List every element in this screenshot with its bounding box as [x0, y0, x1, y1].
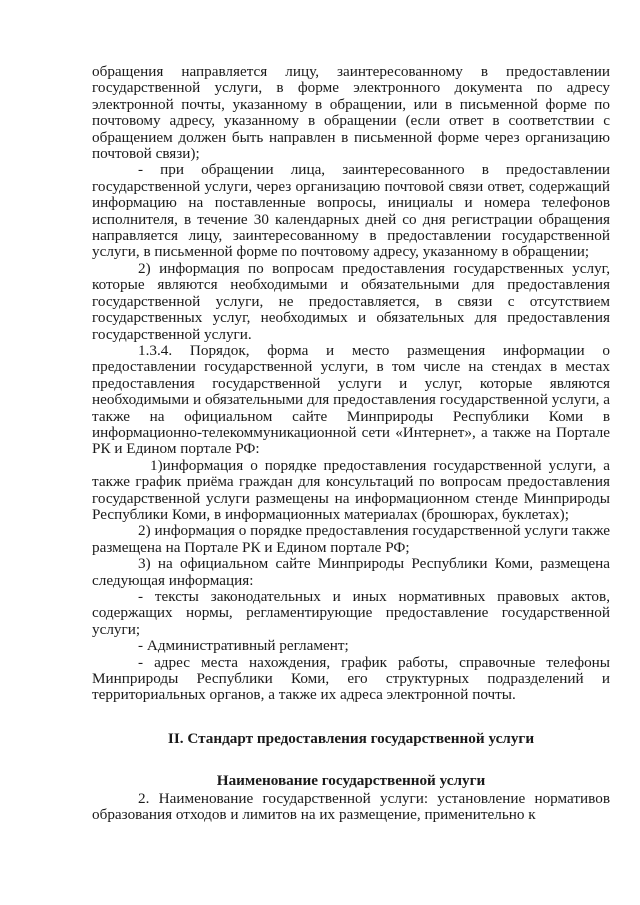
subsection-heading: Наименование государственной услуги: [216, 772, 486, 790]
paragraph-response-form: обращения направляется лицу, заинтересованному в предоставлении государственной услуги, в форме электронного документа по адресу электронной почты, указанному в обращении, или в письменной форме по почтовому адресу, указанному в обращении (если ответ в соответствии с обращением должен быть направлен в письменной форме через организацию почтовой связи);: [92, 63, 610, 163]
paragraph-service-name: 2. Наименование государственной услуги: установление нормативов образования отходов и лимитов на их размещение, применительно к: [92, 789, 610, 824]
document-page: [92, 64, 610, 823]
paragraph-official-site: 3) на официальном сайте Минприроды Республики Коми, размещена следующая информация:: [92, 555, 610, 589]
list-item-address-schedule: - адрес места нахождения, график работы, справочные телефоны Минприроды Республики Коми, его структурных подразделений и территориальных органов, а также их адреса электронной почты.: [92, 653, 610, 704]
paragraph-related-services-info: 2) информация по вопросам предоставления государственных услуг, которые являются необходимыми и обязательными для предоставления государственной услуги, не предоставляется, в связи с отсутствием государственных услуг, необходимых и обязательных для предоставления государственной услуги.: [92, 259, 610, 343]
paragraph-portal-info: 2) информация о порядке предоставления государственной услуги также размещена на Портале РК и Едином портале РФ;: [92, 522, 611, 556]
paragraph-postal-response: - при обращении лица, заинтересованного в предоставлении государственной услуги, через организацию почтовой связи ответ, содержащий информацию на поставленные вопросы, инициалы и номера телефонов исполнителя, в течение 30 календарных дней со дня регистрации обращения направляется лицу, заинтересованному в предоставлении государственной услуги, в письменной форме по почтовому адресу, указанному в обращении;: [92, 161, 610, 261]
list-item-regulation: - Административный регламент;: [138, 637, 349, 655]
section-heading: II. Стандарт предоставления государственной услуги: [167, 729, 535, 747]
paragraph-info-stand: 1)информация о порядке предоставления государственной услуги, а также график приёма граждан для консультаций по вопросам предоставления государственной услуги размещены на информационном стенде Минприроды Республики Коми, в информационных материалах (брошюрах, буклетах);: [92, 456, 610, 523]
paragraph-1-3-4: 1.3.4. Порядок, форма и место размещения информации о предоставлении государственной услуги, в том числе на стендах в местах предоставления государственной услуги и услуг, которые являются необходимыми и обязательными для предоставления государственной услуги, а также на официальном сайте Минприроды Республики Коми в информационно-телекоммуникационной сети «Интернет», а также на Портале РК и Едином портале РФ:: [92, 341, 610, 458]
list-item-legal-texts: - тексты законодательных и иных нормативных правовых актов, содержащих нормы, регламентирующие предоставление государственной услуги;: [92, 588, 610, 638]
